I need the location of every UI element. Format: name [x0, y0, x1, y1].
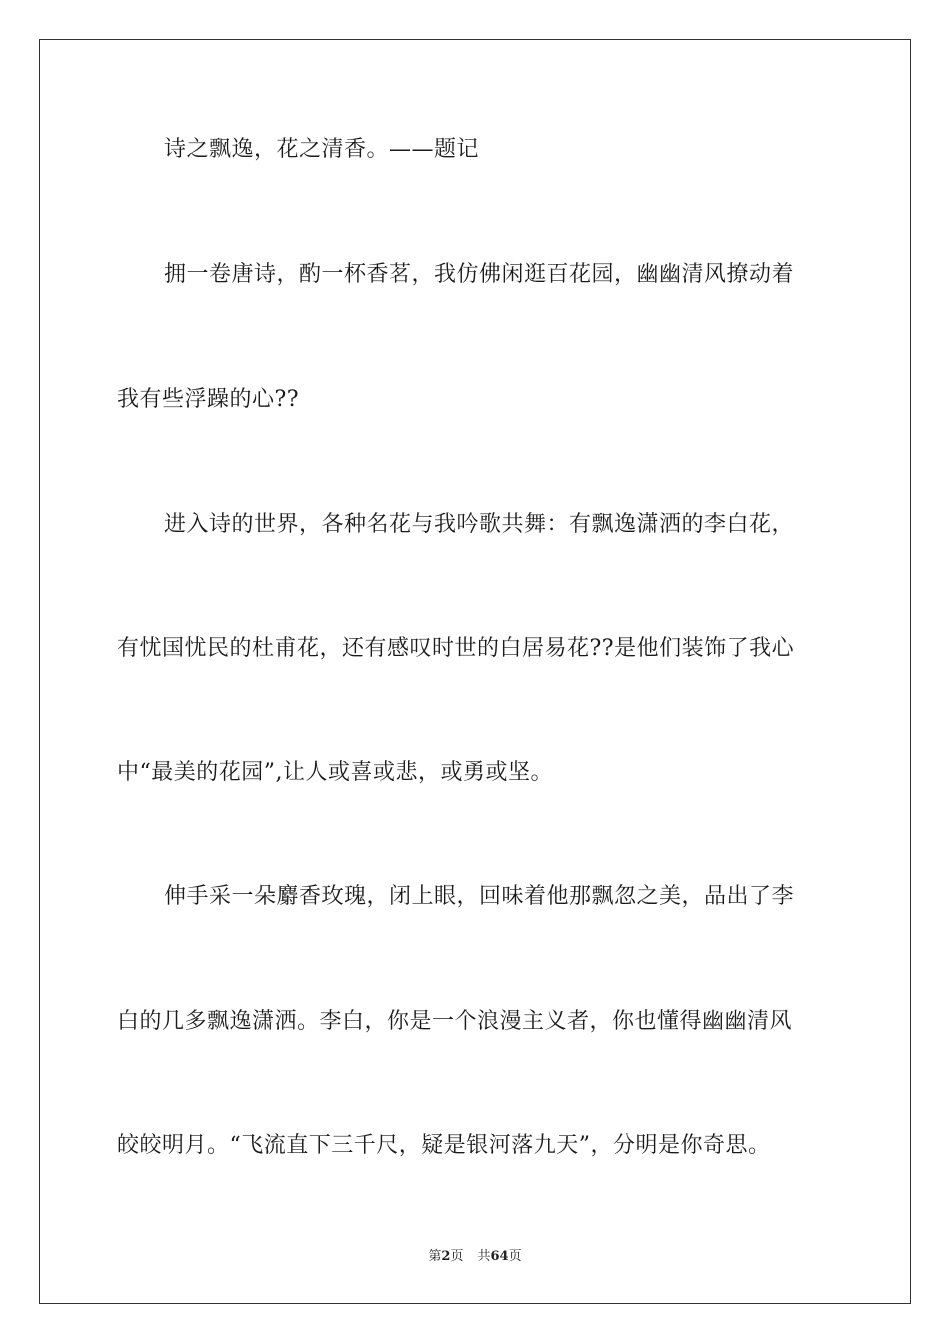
epigraph-line: 诗之飘逸，花之清香。——题记 [164, 137, 480, 162]
footer-page-current: 2 [441, 1249, 451, 1264]
footer-total-prefix: 共 [477, 1249, 491, 1264]
paragraph-2-line-2: 有忧国忧民的杜甫花，还有感叹时世的白居易花??是他们装饰了我心 [117, 636, 795, 661]
paragraph-2-line-1: 进入诗的世界，各种名花与我吟歌共舞：有飘逸潇洒的李白花， [164, 512, 795, 537]
paragraph-1-line-1: 拥一卷唐诗，酌一杯香茗，我仿佛闲逛百花园，幽幽清风撩动着 [164, 262, 795, 287]
footer-page-total: 64 [490, 1249, 509, 1264]
paragraph-3-line-2: 白的几多飘逸潇洒。李白，你是一个浪漫主义者，你也懂得幽幽清风 [117, 1009, 793, 1034]
footer-page-prefix: 第 [428, 1249, 442, 1264]
paragraph-1-line-2: 我有些浮躁的心?? [117, 387, 300, 412]
footer-page-suffix: 页 [450, 1249, 464, 1264]
footer-total-suffix: 页 [508, 1249, 522, 1264]
page-border [39, 39, 911, 1304]
paragraph-2-line-3: 中“最美的花园”,让人或喜或悲，或勇或坚。 [117, 760, 553, 785]
paragraph-3-line-3: 皎皎明月。“飞流直下三千尺，疑是银河落九天”，分明是你奇思。 [117, 1133, 771, 1158]
page-footer [0, 1249, 950, 1265]
paragraph-3-line-1: 伸手采一朵麝香玫瑰，闭上眼，回味着他那飘忽之美，品出了李 [164, 884, 795, 909]
